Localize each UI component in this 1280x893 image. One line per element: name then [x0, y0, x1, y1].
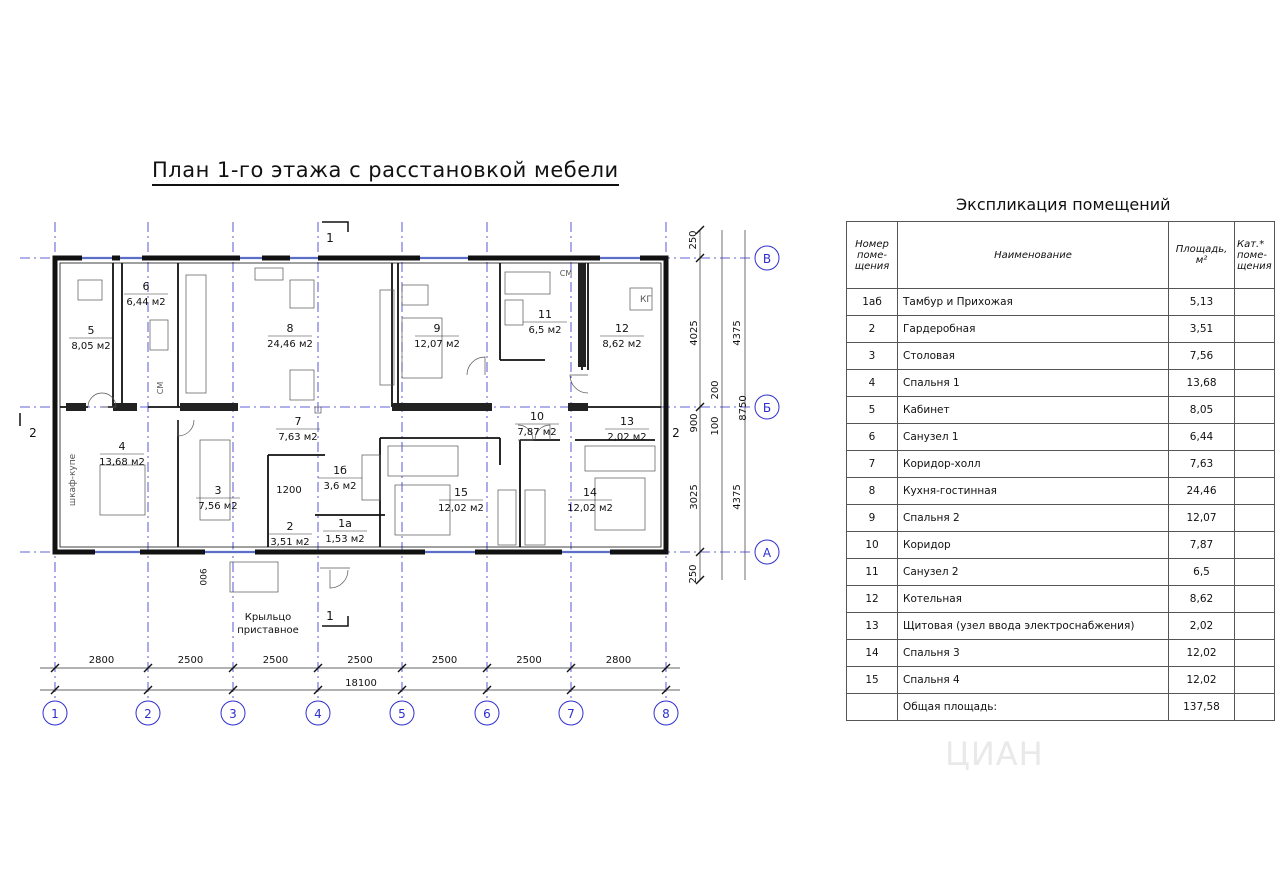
cell-num: 2 — [847, 316, 898, 343]
total-label: Общая площадь: — [898, 694, 1169, 721]
dim-value-x: 2800 — [605, 655, 632, 666]
cell-num: 14 — [847, 640, 898, 667]
cell-name: Коридор-холл — [898, 451, 1169, 478]
cell-category — [1235, 424, 1275, 451]
cell-num: 7 — [847, 451, 898, 478]
watermark: ЦИАН — [945, 735, 1044, 773]
bed — [100, 465, 145, 515]
total-area: 137,58 — [1169, 694, 1235, 721]
cell-category — [1235, 343, 1275, 370]
table-row — [847, 451, 1275, 478]
cell-empty — [847, 694, 898, 721]
cell-area: 12,07 — [1169, 505, 1235, 532]
room-area-13: 2,02 м2 — [607, 432, 647, 443]
dim-900: 900 — [197, 568, 207, 586]
header-area: Площадь, м² — [1169, 222, 1235, 289]
cell-name: Щитовая (узел ввода электроснабжения) — [898, 613, 1169, 640]
room-area-1б: 3,6 м2 — [323, 481, 357, 492]
cell-area: 8,05 — [1169, 397, 1235, 424]
explication-table — [846, 221, 1275, 721]
room-number-2: 2 — [286, 520, 294, 533]
cell-num: 8 — [847, 478, 898, 505]
axis-label: 7 — [567, 707, 575, 721]
room-number-9: 9 — [433, 322, 441, 335]
table-row — [847, 343, 1275, 370]
header-category: Кат.* поме- щения — [1235, 222, 1275, 289]
section-mark-top: 1 — [326, 231, 334, 245]
cell-area: 12,02 — [1169, 667, 1235, 694]
side-mark-right: 2 — [672, 426, 680, 440]
cell-area: 5,13 — [1169, 289, 1235, 316]
cell-name: Столовая — [898, 343, 1169, 370]
porch-label: Крыльцо — [244, 612, 292, 623]
section-mark-bottom: 1 — [326, 609, 334, 623]
cell-num: 10 — [847, 532, 898, 559]
table-row — [847, 316, 1275, 343]
cell-name: Спальня 3 — [898, 640, 1169, 667]
cell-category — [1235, 289, 1275, 316]
room-area-10: 7,87 м2 — [517, 427, 557, 438]
cell-category — [1235, 370, 1275, 397]
cell-name: Кухня-гостинная — [898, 478, 1169, 505]
cell-num: 15 — [847, 667, 898, 694]
kg-label: КГ — [640, 295, 652, 305]
room-area-14: 12,02 м2 — [567, 503, 613, 514]
table-row — [847, 478, 1275, 505]
room-number-1а: 1а — [338, 517, 352, 530]
room-number-13: 13 — [620, 415, 634, 428]
door-swing — [178, 420, 194, 436]
cell-name: Гардеробная — [898, 316, 1169, 343]
room-number-6: 6 — [142, 280, 150, 293]
wall-block — [578, 263, 586, 367]
tv-unit — [255, 268, 283, 280]
porch-label: приставное — [237, 625, 299, 636]
cell-num: 3 — [847, 343, 898, 370]
wardrobe — [585, 446, 655, 471]
cell-name: Санузел 2 — [898, 559, 1169, 586]
room-number-7: 7 — [294, 415, 302, 428]
room-area-6: 6,44 м2 — [126, 297, 166, 308]
dim-value-x: 2800 — [88, 655, 115, 666]
table-total-row — [847, 694, 1275, 721]
room-number-8: 8 — [286, 322, 294, 335]
room-number-3: 3 — [214, 484, 222, 497]
cell-area: 8,62 — [1169, 586, 1235, 613]
cell-area: 6,5 — [1169, 559, 1235, 586]
cell-num: 1аб — [847, 289, 898, 316]
cell-name: Тамбур и Прихожая — [898, 289, 1169, 316]
table-row — [847, 289, 1275, 316]
cm-label: СМ — [156, 381, 165, 395]
door-swing — [570, 375, 588, 393]
plan-title: План 1-го этажа с расстановкой мебели — [152, 158, 619, 186]
dim-total-y: 8750 — [738, 395, 749, 421]
cell-name: Спальня 1 — [898, 370, 1169, 397]
cell-category — [1235, 505, 1275, 532]
room-area-4: 13,68 м2 — [99, 457, 145, 468]
dim-value-y: 3025 — [689, 484, 700, 510]
table-row — [847, 370, 1275, 397]
cell-num: 11 — [847, 559, 898, 586]
axis-label: 2 — [144, 707, 152, 721]
cell-area: 6,44 — [1169, 424, 1235, 451]
room-number-1б: 1б — [333, 464, 347, 477]
axis-label: 3 — [229, 707, 237, 721]
wardrobe — [388, 446, 458, 476]
axis-label: А — [762, 546, 772, 560]
axis-label: В — [762, 252, 772, 266]
table-row — [847, 397, 1275, 424]
cell-area: 7,63 — [1169, 451, 1235, 478]
cell-name: Коридор — [898, 532, 1169, 559]
bathtub — [505, 272, 550, 294]
room-area-8: 24,46 м2 — [267, 339, 313, 350]
side-mark-left: 2 — [29, 426, 37, 440]
cell-category — [1235, 586, 1275, 613]
cell-category — [1235, 667, 1275, 694]
dim-value-y: 4375 — [732, 320, 743, 346]
room-number-11: 11 — [538, 308, 552, 321]
cell-area: 7,56 — [1169, 343, 1235, 370]
cell-category — [1235, 559, 1275, 586]
cm-label: СМ — [559, 269, 573, 278]
explication-title: Экспликация помещений — [956, 195, 1171, 214]
room-number-5: 5 — [87, 324, 95, 337]
dim-value-y: 4025 — [689, 320, 700, 346]
cell-area: 12,02 — [1169, 640, 1235, 667]
dim-value-y: 4375 — [732, 484, 743, 510]
wardrobe — [498, 490, 516, 545]
dim-value-y: 200 — [710, 380, 721, 400]
cell-area: 7,87 — [1169, 532, 1235, 559]
wall-block — [113, 403, 137, 411]
room-area-2: 3,51 м2 — [270, 537, 310, 548]
toilet — [505, 300, 523, 325]
dim-value-y: 250 — [688, 230, 699, 250]
axis-label: 6 — [483, 707, 491, 721]
cell-num: 12 — [847, 586, 898, 613]
header-name: Наименование — [898, 222, 1169, 289]
dim-value-x: 2500 — [262, 655, 289, 666]
table-row — [847, 586, 1275, 613]
table-row — [847, 424, 1275, 451]
cell-num: 9 — [847, 505, 898, 532]
shelving — [362, 455, 380, 500]
axis-label: 4 — [314, 707, 322, 721]
room-number-14: 14 — [583, 486, 597, 499]
dim-value-x: 2500 — [177, 655, 204, 666]
axis-label: 5 — [398, 707, 406, 721]
room-area-1а: 1,53 м2 — [325, 534, 365, 545]
room-number-15: 15 — [454, 486, 468, 499]
cell-num: 5 — [847, 397, 898, 424]
table-row — [847, 505, 1275, 532]
axis-label: 8 — [662, 707, 670, 721]
room-area-9: 12,07 м2 — [414, 339, 460, 350]
table-row — [847, 613, 1275, 640]
dim-value-x: 2500 — [431, 655, 458, 666]
axis-label: 1 — [51, 707, 59, 721]
dim-value-x: 2500 — [347, 655, 373, 666]
cell-category — [1235, 397, 1275, 424]
dim-total-x: 18100 — [345, 678, 377, 689]
cell-num: 4 — [847, 370, 898, 397]
cell-category — [1235, 532, 1275, 559]
desk — [78, 280, 102, 300]
cell-name: Спальня 2 — [898, 505, 1169, 532]
dim-value-y: 250 — [688, 564, 699, 584]
toilet — [150, 320, 168, 350]
wall-block — [66, 403, 86, 411]
cell-num: 13 — [847, 613, 898, 640]
table-row — [847, 532, 1275, 559]
wall-block — [180, 403, 238, 411]
table-header-row — [847, 222, 1275, 289]
cell-category — [1235, 478, 1275, 505]
room-area-15: 12,02 м2 — [438, 503, 484, 514]
cell-area: 13,68 — [1169, 370, 1235, 397]
cell-name: Котельная — [898, 586, 1169, 613]
room-area-12: 8,62 м2 — [602, 339, 642, 350]
cell-area: 24,46 — [1169, 478, 1235, 505]
room-number-10: 10 — [530, 410, 544, 423]
table-row — [847, 559, 1275, 586]
armchair — [290, 280, 314, 308]
room-area-7: 7,63 м2 — [278, 432, 318, 443]
door-swing — [467, 357, 485, 375]
cell-category — [1235, 316, 1275, 343]
dim-1200: 1200 — [276, 485, 302, 496]
axis-label: Б — [762, 401, 772, 415]
cell-name: Кабинет — [898, 397, 1169, 424]
cell-area: 3,51 — [1169, 316, 1235, 343]
cell-area: 2,02 — [1169, 613, 1235, 640]
table-row — [847, 667, 1275, 694]
header-number: Номер поме- щения — [847, 222, 898, 289]
wardrobe-label: шкаф-купе — [68, 453, 78, 507]
door-swing — [88, 393, 116, 407]
cell-category — [1235, 451, 1275, 478]
cell-empty — [1235, 694, 1275, 721]
porch-stairs — [230, 562, 278, 592]
dim-value-y: 100 — [710, 416, 721, 436]
kitchen-counter — [186, 275, 206, 393]
room-area-11: 6,5 м2 — [528, 325, 562, 336]
wall-block — [392, 403, 492, 411]
room-area-3: 7,56 м2 — [198, 501, 238, 512]
dim-value-y: 900 — [689, 413, 700, 433]
cell-name: Спальня 4 — [898, 667, 1169, 694]
cell-name: Санузел 1 — [898, 424, 1169, 451]
dim-value-x: 2500 — [516, 655, 542, 666]
cell-num: 6 — [847, 424, 898, 451]
desk — [402, 285, 428, 305]
room-area-5: 8,05 м2 — [71, 341, 111, 352]
room-number-12: 12 — [615, 322, 629, 335]
cell-category — [1235, 640, 1275, 667]
table-row — [847, 640, 1275, 667]
door-swing — [330, 570, 348, 588]
wardrobe — [525, 490, 545, 545]
wall-block — [568, 403, 588, 411]
cell-category — [1235, 613, 1275, 640]
room-number-4: 4 — [118, 440, 126, 453]
armchair — [290, 370, 314, 400]
